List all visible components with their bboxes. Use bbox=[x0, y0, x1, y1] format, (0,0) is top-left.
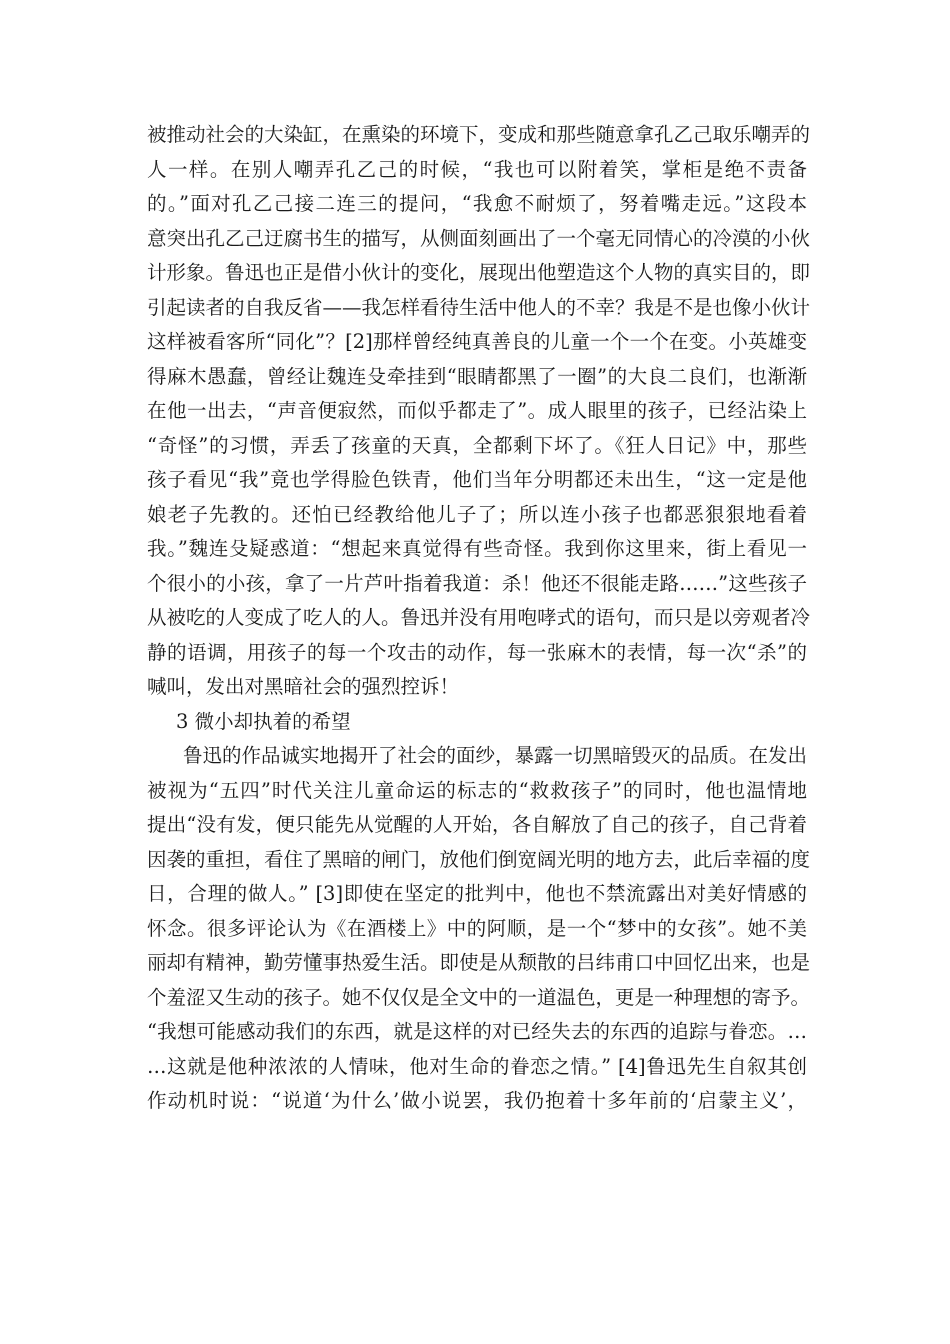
paragraph-line: 人一样。在别人嘲弄孔乙己的时候，“我也可以附着笑，掌柜是绝不责备 bbox=[147, 157, 807, 181]
section-heading: 3 微小却执着的希望 bbox=[176, 709, 351, 733]
paragraph-line: …这就是他种浓浓的人情味，他对生命的眷恋之情。” [4]鲁迅先生自叙其创 bbox=[147, 1054, 807, 1078]
paragraph-line: 这样被看客所“同化”？[2]那样曾经纯真善良的儿童一个一个在变。小英雄变 bbox=[147, 330, 807, 353]
paragraph-line: 意突出孔乙己迂腐书生的描写，从侧面刻画出了一个毫无同情心的冷漠的小伙 bbox=[147, 226, 811, 250]
paragraph-line: 的。”面对孔乙己接二连三的提问，“我愈不耐烦了，努着嘴走远。”这段本 bbox=[147, 192, 807, 215]
paragraph-line: 引起读者的自我反省——我怎样看待生活中他人的不幸？我是不是也像小伙计 bbox=[147, 295, 811, 319]
paragraph-line: 静的语调，用孩子的每一个攻击的动作，每一张麻木的表情，每一次“杀”的 bbox=[147, 640, 807, 664]
paragraph-line: 作动机时说：“说道‘为什么’做小说罢，我仍抱着十多年前的‘启蒙主义’， bbox=[147, 1089, 807, 1112]
paragraph-line: 得麻木愚蠢，曾经让魏连殳牵挂到“眼睛都黑了一圈”的大良二良们，也渐渐 bbox=[147, 364, 807, 388]
paragraph-line: 丽却有精神，勤劳懂事热爱生活。即使是从颓散的吕纬甫口中回忆出来，也是 bbox=[147, 951, 811, 974]
paragraph-line: 在他一出去，“声音便寂然，而似乎都走了”。成人眼里的孩子，已经沾染上 bbox=[147, 399, 807, 422]
paragraph-line: 鲁迅的作品诚实地揭开了社会的面纱，暴露一切黑暗毁灭的品质。在发出 bbox=[183, 744, 808, 767]
paragraph-line: “奇怪”的习惯，弄丢了孩童的天真，全都剩下坏了。《狂人日记》中，那些 bbox=[147, 433, 807, 457]
paragraph-line: 被视为“五四”时代关注儿童命运的标志的“救救孩子”的同时，他也温情地 bbox=[147, 778, 807, 802]
paragraph-line: 提出“没有发，便只能先从觉醒的人开始，各自解放了自己的孩子，自己背着 bbox=[147, 813, 807, 836]
paragraph-line: 孩子看见“我”竟也学得脸色铁青，他们当年分明都还未出生，“这一定是他 bbox=[147, 468, 807, 491]
paragraph-line: 被推动社会的大染缸，在熏染的环境下，变成和那些随意拿孔乙己取乐嘲弄的 bbox=[147, 123, 811, 146]
paragraph-line: “我想可能感动我们的东西，就是这样的对已经失去的东西的追踪与眷恋。… bbox=[147, 1020, 807, 1043]
paragraph-line: 怀念。很多评论认为《在酒楼上》中的阿顺，是一个“梦中的女孩”。她不美 bbox=[147, 916, 807, 940]
paragraph-line: 从被吃的人变成了吃人的人。鲁迅并没有用咆哮式的语句，而只是以旁观者冷 bbox=[147, 606, 811, 629]
paragraph-line: 娘老子先教的。还怕已经教给他儿子了；所以连小孩子也都恶狠狠地看着 bbox=[147, 502, 807, 526]
paragraph-line: 因袭的重担，看住了黑暗的闸门，放他们倒宽阔光明的地方去，此后幸福的度 bbox=[147, 847, 811, 871]
paragraph-line: 个很小的小孩，拿了一片芦叶指着我道：杀！他还不很能走路……”这些孩子 bbox=[147, 571, 807, 595]
body-text bbox=[147, 118, 811, 1119]
paragraph-line: 我。”魏连殳疑惑道：“想起来真觉得有些奇怪。我到你这里来，街上看见一 bbox=[147, 537, 807, 560]
paragraph-line: 计形象。鲁迅也正是借小伙计的变化，展现出他塑造这个人物的真实目的，即 bbox=[147, 261, 811, 284]
paragraph-line: 喊叫，发出对黑暗社会的强烈控诉！ bbox=[147, 675, 460, 698]
paragraph-line: 日，合理的做人。” [3]即使在坚定的批判中，他也不禁流露出对美好情感的 bbox=[147, 882, 807, 905]
paragraph-line: 个羞涩又生动的孩子。她不仅仅是全文中的一道温色，更是一种理想的寄予。 bbox=[147, 985, 811, 1009]
